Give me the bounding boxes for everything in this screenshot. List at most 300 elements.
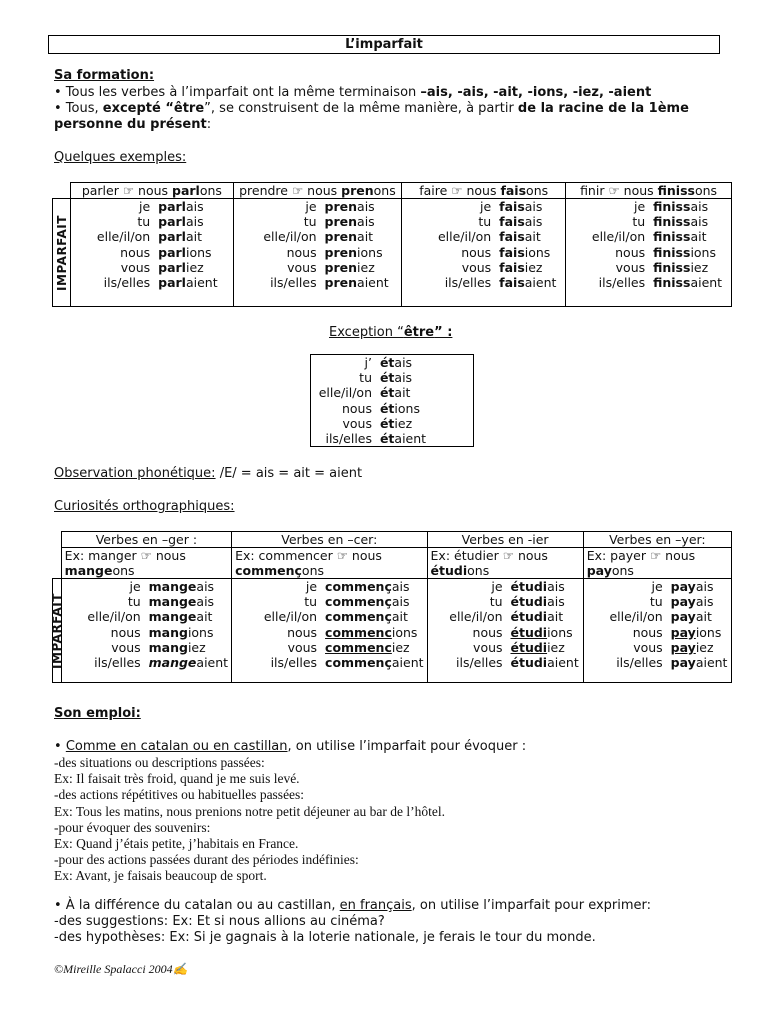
conjugation-row	[587, 640, 728, 655]
verb-ending: ons	[526, 183, 549, 198]
conjugation-cell	[232, 579, 427, 683]
verb-ending: aient	[196, 655, 229, 671]
conjugation-row	[587, 609, 728, 624]
space	[645, 245, 653, 260]
verb-ending: ais	[690, 199, 709, 214]
space	[503, 640, 511, 655]
exception-heading	[329, 325, 452, 341]
emploi-line: -des suggestions: Ex: Et si nous allions au cinéma?	[54, 914, 385, 929]
text: Ex: payer	[586, 548, 650, 563]
verb-stem: finiss	[653, 199, 691, 214]
verb-stem: commenç	[325, 655, 392, 671]
pronoun: tu	[478, 214, 492, 230]
verb-ending: ais	[185, 214, 204, 230]
pronoun: je	[491, 579, 503, 594]
conjugation-row	[405, 245, 562, 260]
pronoun: ils/elles	[456, 655, 503, 671]
space	[663, 609, 671, 624]
pronoun: tu	[137, 214, 151, 230]
conjugation-cell	[61, 579, 231, 683]
space	[503, 579, 511, 594]
formation-line-1	[54, 85, 651, 101]
conjugation-cell	[71, 199, 233, 307]
space	[150, 275, 158, 290]
verb-stem: mang	[148, 639, 188, 655]
verb-ending: iez	[185, 259, 204, 275]
conjugation-row	[65, 625, 228, 640]
verb-stem: ét	[379, 400, 395, 416]
pointing-hand-icon: ☞	[608, 183, 620, 198]
verb-ending: aient	[394, 431, 427, 447]
space	[372, 401, 380, 416]
space	[317, 625, 325, 640]
text: être	[403, 325, 435, 340]
space	[645, 229, 653, 244]
verb-stem: pay	[670, 594, 696, 610]
verb-stem: fais	[499, 214, 525, 230]
verb-ending: ions	[357, 244, 383, 260]
pronoun: nous	[120, 244, 151, 260]
verb-stem: commenç	[325, 579, 392, 594]
emploi-line: -des hypothèses: Ex: Si je gagnais à la loterie nationale, je ferais le tour du monde.	[54, 930, 596, 946]
conjugation-row	[587, 655, 728, 670]
pronoun: ils/elles	[616, 655, 663, 671]
space	[372, 416, 380, 431]
copyright-text: ©Mireille Spalacci 2004	[54, 962, 173, 976]
verb-ending: ait	[394, 385, 411, 401]
verb-ending: ais	[690, 214, 709, 230]
space	[150, 229, 158, 244]
space	[141, 640, 149, 655]
text: ”, se construisent de la même manière, à partir	[204, 101, 518, 116]
verb-stem: fais	[499, 244, 525, 260]
pronoun: elle/il/on	[318, 385, 372, 401]
pronoun: tu	[632, 214, 646, 230]
conjugation-row	[405, 275, 562, 290]
verb-stem: mange	[64, 563, 113, 578]
conjugation-row	[587, 579, 728, 594]
verb-ending: ait	[391, 609, 408, 625]
verb-stem: mange	[148, 579, 197, 594]
verb-ending: ions	[547, 624, 573, 640]
verb-stem: étudi	[510, 609, 548, 625]
verb-ending: ait	[547, 609, 564, 625]
space	[491, 245, 499, 260]
conjugation-row	[235, 609, 423, 624]
verb-ending: ions	[391, 624, 418, 640]
verb-ending: aient	[524, 275, 557, 291]
verb-stem: ét	[379, 415, 395, 431]
curiosity-header: Verbes en –cer:	[232, 532, 427, 548]
pronoun: nous	[341, 400, 372, 416]
conjugation-row	[314, 431, 470, 446]
verb-stem: pay	[670, 624, 696, 640]
pronoun: nous	[287, 624, 318, 640]
verb-ending: ais	[547, 579, 565, 594]
conjugation-row	[314, 401, 470, 416]
verb-ending: ait	[695, 609, 712, 625]
verb-header	[233, 183, 402, 199]
conjugation-row	[237, 245, 399, 260]
pronoun: ils/elles	[598, 275, 646, 291]
conjugation-row	[237, 229, 399, 244]
pronoun: ils/elles	[444, 275, 492, 291]
pronoun: je	[651, 579, 663, 594]
verb-stem: mange	[148, 594, 197, 610]
conjugation-row	[431, 594, 580, 609]
space	[491, 275, 499, 290]
verb-ending: ais	[524, 199, 543, 214]
verb-ending: ons	[467, 563, 490, 578]
conjugation-row	[235, 640, 423, 655]
formation-line-2	[54, 101, 689, 117]
space	[491, 199, 499, 214]
text: en français	[339, 898, 412, 913]
space	[141, 579, 149, 594]
pointing-hand-icon: ☞	[649, 548, 662, 563]
pronoun: je	[129, 579, 141, 594]
verb-stem: pay	[670, 579, 696, 594]
verb-ending: ions	[695, 624, 722, 640]
pronoun: tu	[127, 594, 141, 610]
pronoun: ils/elles	[103, 275, 151, 291]
pronoun: vous	[633, 639, 663, 655]
pronoun: elle/il/on	[96, 229, 151, 245]
curiosity-example	[583, 548, 731, 579]
conjugation-row	[569, 260, 728, 275]
verb-stem: pren	[324, 214, 358, 230]
space	[645, 260, 653, 275]
emploi-line: -pour évoquer des souvenirs:	[54, 819, 211, 835]
verb-stem: étudi	[510, 624, 548, 640]
conjugation-row	[235, 655, 423, 670]
pronoun: nous	[286, 244, 317, 260]
conjugation-row	[569, 229, 728, 244]
space	[491, 229, 499, 244]
verb-stem: fais	[500, 183, 527, 198]
verb-stem: pay	[670, 655, 696, 671]
space	[645, 199, 653, 214]
curiosity-header: Verbes en –ger :	[61, 532, 231, 548]
conjugation-row	[65, 655, 228, 670]
curiosity-header: Verbes en -ier	[427, 532, 583, 548]
pointing-hand-icon: ☞	[502, 548, 514, 563]
example-line	[235, 548, 423, 563]
emploi-line: -des situations ou descriptions passées:	[54, 755, 265, 770]
pronoun: tu	[359, 370, 372, 386]
text: • À la différence du catalan ou au castillan,	[54, 898, 340, 913]
verb-stem: parl	[158, 259, 186, 275]
verb-ending: ions	[394, 400, 420, 416]
text: Observation phonétique:	[54, 466, 216, 481]
conjugation-row	[569, 199, 728, 214]
verb-stem: fais	[499, 275, 525, 291]
text: personne du présent	[54, 117, 207, 132]
pronoun: vous	[461, 259, 492, 275]
example-line	[431, 563, 580, 578]
verb-ending: ions	[524, 244, 551, 260]
verb-ending: ais	[394, 355, 413, 370]
verb-ending: ais	[357, 214, 375, 230]
conjugation-row	[314, 355, 470, 370]
conjugation-row	[314, 416, 470, 431]
verb-stem: parl	[158, 244, 186, 260]
verb-stem: fais	[499, 199, 525, 214]
space	[663, 594, 671, 609]
verb-stem: finiss	[657, 183, 695, 198]
conjugation-row	[569, 214, 728, 229]
verb-ending: iez	[357, 259, 375, 275]
verb-ending: ions	[187, 624, 214, 640]
space	[663, 625, 671, 640]
space	[150, 260, 158, 275]
conjugation-row	[74, 245, 229, 260]
verb-ending: iez	[187, 639, 206, 655]
verb-ending: iez	[690, 259, 709, 275]
pronoun: vous	[342, 415, 372, 431]
verb-stem: parl	[158, 229, 186, 245]
emploi-line: -des actions répétitives ou habituelles passées:	[54, 787, 305, 803]
example-line	[235, 563, 423, 578]
verb-ending: aient	[695, 655, 728, 671]
conjugation-row	[235, 625, 423, 640]
pronoun: elle/il/on	[449, 609, 503, 625]
space	[150, 214, 158, 229]
conjugation-row	[405, 229, 562, 244]
verb-ending: ais	[394, 370, 413, 386]
text: Ex: manger	[64, 548, 141, 563]
infinitive: finir	[580, 183, 609, 198]
pronoun: nous	[615, 244, 646, 260]
verb-ending: ons	[373, 183, 396, 198]
examples-heading: Quelques exemples:	[54, 150, 187, 165]
pronoun: ils/elles	[270, 275, 317, 291]
exception-table	[310, 354, 474, 447]
space	[503, 609, 511, 624]
space	[645, 214, 653, 229]
verb-ending: iez	[394, 415, 413, 431]
verb-ending: ais	[357, 199, 375, 214]
text: , on utilise l’imparfait pour évoquer :	[287, 739, 527, 754]
conjugation-row	[569, 245, 728, 260]
text: Ex: étudier	[430, 548, 503, 563]
curiosity-example	[61, 548, 231, 579]
conjugation-row	[65, 609, 228, 624]
curiosities-table	[49, 531, 732, 683]
verb-ending: iez	[695, 639, 714, 655]
verb-stem: ét	[379, 431, 395, 447]
conjugation-row	[237, 275, 399, 290]
examples-table	[52, 182, 732, 307]
curiosity-example	[232, 548, 427, 579]
text: •	[54, 739, 66, 754]
space	[372, 370, 380, 385]
conjugation-row	[314, 385, 470, 400]
conjugation-row	[74, 260, 229, 275]
pronoun: je	[633, 199, 646, 214]
pronoun: je	[305, 199, 317, 214]
text: excepté “être	[102, 101, 205, 116]
space	[141, 625, 149, 640]
verb-stem: pren	[324, 275, 358, 291]
side-label: IMPARFAIT	[54, 214, 69, 291]
verb-header	[402, 183, 566, 199]
conjugation-row	[587, 625, 728, 640]
example-line	[587, 563, 728, 578]
conjugation-cell	[583, 579, 731, 683]
verb-stem: mange	[148, 609, 197, 625]
space	[372, 355, 380, 370]
conjugation-cell	[311, 355, 474, 447]
pronoun: j’	[364, 355, 372, 370]
verb-stem: étudi	[510, 594, 548, 610]
space	[317, 594, 325, 609]
conjugation-row	[237, 214, 399, 229]
conjugation-row	[569, 275, 728, 290]
verb-stem: pay	[670, 609, 696, 625]
verb-ending: ait	[185, 229, 203, 245]
conjugation-row	[74, 275, 229, 290]
text: , on utilise l’imparfait pour exprimer:	[411, 898, 652, 913]
verb-stem: finiss	[653, 229, 691, 245]
space	[317, 199, 325, 214]
pointing-hand-icon: ☞	[291, 183, 304, 198]
verb-ending: ons	[694, 183, 718, 198]
verb-stem: pren	[324, 259, 358, 275]
pronoun: ils/elles	[325, 431, 372, 447]
verb-stem: pren	[324, 229, 358, 245]
text: Exception “	[329, 325, 404, 340]
text: nous	[347, 548, 382, 563]
verb-ending: ais	[185, 199, 204, 214]
emploi-heading: Son emploi:	[54, 706, 141, 721]
verb-stem: étudi	[510, 655, 548, 671]
pronoun: ils/elles	[94, 655, 141, 671]
space	[503, 625, 511, 640]
pronoun: vous	[615, 259, 646, 275]
example-line	[431, 548, 580, 563]
example-line	[65, 563, 228, 578]
page-title: L’imparfait	[48, 35, 720, 54]
pointing-hand-icon: ☞	[336, 548, 348, 563]
text: ” :	[434, 325, 453, 340]
verb-ending: ait	[690, 229, 707, 245]
conjugation-cell	[566, 199, 732, 307]
verb-stem: finiss	[653, 214, 691, 230]
space	[663, 655, 671, 670]
text: nous	[151, 548, 186, 563]
curiosity-example	[427, 548, 583, 579]
verb-stem: finiss	[653, 259, 691, 275]
space	[663, 579, 671, 594]
verb-stem: ét	[379, 370, 395, 386]
verb-ending: ais	[524, 214, 543, 230]
verb-stem: étudi	[510, 639, 548, 655]
curiosities-heading: Curiosités orthographiques:	[54, 499, 235, 514]
emploi-line: Ex: Avant, je faisais beaucoup de sport.	[54, 868, 267, 884]
conjugation-row	[237, 199, 399, 214]
space	[150, 199, 158, 214]
formation-heading: Sa formation:	[54, 68, 155, 83]
pronoun: elle/il/on	[87, 609, 141, 625]
space	[491, 214, 499, 229]
space	[150, 245, 158, 260]
space	[141, 655, 149, 670]
blank-cell	[53, 548, 62, 579]
verb-stem: pay	[586, 563, 612, 578]
verb-stem: fais	[499, 229, 525, 245]
verb-ending: ais	[695, 579, 714, 594]
conjugation-row	[65, 640, 228, 655]
infinitive: parler	[81, 183, 123, 198]
text: nous	[134, 183, 172, 198]
emploi-line: Ex: Il faisait très froid, quand je me suis levé.	[54, 771, 300, 787]
verb-ending: aient	[391, 655, 424, 671]
conjugation-row	[405, 199, 562, 214]
pronoun: elle/il/on	[437, 229, 492, 245]
verb-stem: mange	[148, 655, 197, 671]
text: /E/ = ais = ait = aient	[215, 466, 363, 481]
pronoun: ils/elles	[270, 655, 318, 671]
pronoun: tu	[303, 214, 317, 230]
space	[317, 275, 325, 290]
text: Ex: commencer	[235, 548, 337, 563]
infinitive: faire	[419, 183, 452, 198]
space	[317, 260, 325, 275]
verb-header	[566, 183, 732, 199]
space	[317, 214, 325, 229]
conjugation-row	[65, 594, 228, 609]
verb-ending: ais	[391, 579, 410, 594]
conjugation-cell	[402, 199, 566, 307]
pronoun: vous	[287, 639, 318, 655]
conjugation-row	[74, 199, 229, 214]
space	[141, 609, 149, 624]
pointing-hand-icon: ☞	[122, 183, 135, 198]
space	[317, 229, 325, 244]
verb-stem: étudi	[510, 579, 548, 594]
conjugation-row	[65, 579, 228, 594]
space	[503, 594, 511, 609]
blank-cell	[53, 183, 71, 199]
verb-ending: aient	[185, 275, 218, 291]
space	[317, 609, 325, 624]
conjugation-row	[587, 594, 728, 609]
verb-ending: ait	[357, 229, 374, 245]
verb-ending: ais	[196, 594, 215, 610]
space	[372, 431, 380, 446]
text: :	[206, 117, 212, 132]
text: de la racine de la 1ème	[517, 101, 689, 116]
verb-ending: iez	[391, 639, 410, 655]
verb-stem: commenc	[325, 639, 392, 655]
pronoun: nous	[632, 624, 663, 640]
verb-stem: pren	[341, 183, 374, 198]
conjugation-cell	[233, 199, 402, 307]
formation-line-3	[54, 117, 211, 133]
pronoun: tu	[304, 594, 318, 610]
space	[663, 640, 671, 655]
conjugation-row	[235, 594, 423, 609]
verb-ending: aient	[357, 275, 389, 291]
text: • Tous,	[54, 101, 103, 116]
space	[317, 640, 325, 655]
pronoun: vous	[120, 259, 151, 275]
conjugation-row	[431, 640, 580, 655]
verb-stem: pren	[324, 199, 358, 214]
side-label-cell	[49, 579, 64, 683]
pointing-hand-icon: ☞	[451, 183, 463, 198]
